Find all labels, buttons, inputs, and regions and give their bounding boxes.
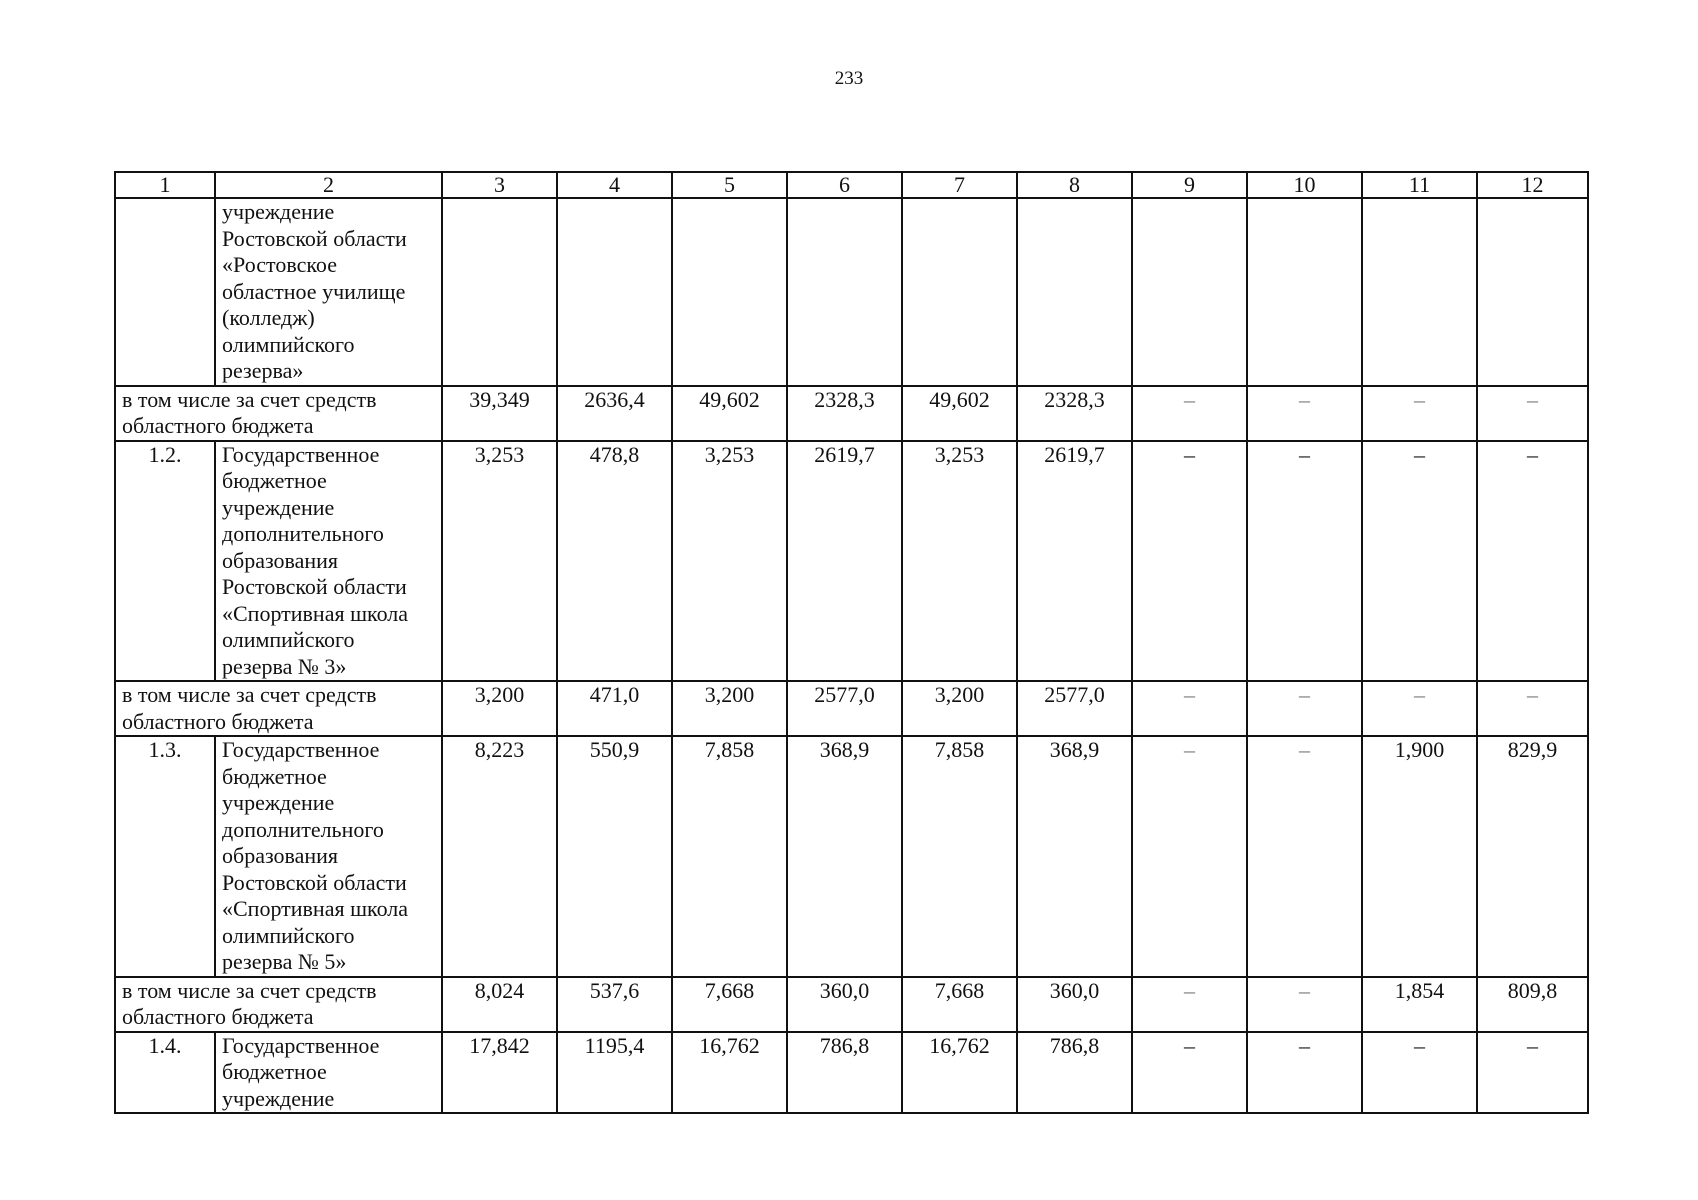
institution-name: учреждение Ростовской области «Ростовское областное училище (колледж) олимпийского резерва»	[215, 198, 442, 386]
value-cell: –	[1362, 386, 1477, 441]
value-cell: –	[1247, 977, 1362, 1032]
value-cell: 368,9	[787, 736, 902, 977]
value-cell	[672, 198, 787, 386]
value-cell	[902, 198, 1017, 386]
header-cell: 9	[1132, 172, 1247, 198]
row-code	[115, 198, 215, 386]
value-cell	[1132, 198, 1247, 386]
value-cell: –	[1132, 441, 1247, 682]
value-cell	[1247, 198, 1362, 386]
table-row	[115, 386, 1588, 441]
value-cell: 2636,4	[557, 386, 672, 441]
value-cell: 7,668	[672, 977, 787, 1032]
value-cell: 1,854	[1362, 977, 1477, 1032]
value-cell: 3,200	[902, 681, 1017, 736]
value-cell: –	[1132, 1032, 1247, 1114]
header-cell: 6	[787, 172, 902, 198]
value-cell: 360,0	[1017, 977, 1132, 1032]
value-cell	[442, 198, 557, 386]
value-cell: 368,9	[1017, 736, 1132, 977]
institution-name: Государственное бюджетное учреждение дополнительного образования Ростовской области «Спортивная школа олимпийского резерва № 5»	[215, 736, 442, 977]
value-cell: –	[1247, 386, 1362, 441]
value-cell	[1362, 198, 1477, 386]
header-cell: 8	[1017, 172, 1132, 198]
page-number: 233	[834, 68, 864, 89]
value-cell: –	[1132, 736, 1247, 977]
value-cell: –	[1247, 1032, 1362, 1114]
value-cell: –	[1477, 441, 1588, 682]
table-row	[115, 1032, 1588, 1114]
value-cell: 471,0	[557, 681, 672, 736]
header-cell: 5	[672, 172, 787, 198]
value-cell: 17,842	[442, 1032, 557, 1114]
value-cell: –	[1247, 441, 1362, 682]
value-cell	[557, 198, 672, 386]
value-cell: 3,253	[672, 441, 787, 682]
value-cell: –	[1477, 681, 1588, 736]
value-cell: 8,223	[442, 736, 557, 977]
value-cell: 16,762	[672, 1032, 787, 1114]
table-row	[115, 441, 1588, 682]
value-cell: –	[1362, 1032, 1477, 1114]
row-code: 1.3.	[115, 736, 215, 977]
header-cell: 10	[1247, 172, 1362, 198]
header-cell: 7	[902, 172, 1017, 198]
value-cell: 786,8	[1017, 1032, 1132, 1114]
institution-name: Государственное бюджетное учреждение дополнительного образования Ростовской области «Спортивная школа олимпийского резерва № 3»	[215, 441, 442, 682]
header-cell: 2	[215, 172, 442, 198]
value-cell: 49,602	[902, 386, 1017, 441]
value-cell: 809,8	[1477, 977, 1588, 1032]
budget-table	[114, 171, 1589, 1114]
table-body	[115, 172, 1588, 1113]
value-cell: 3,253	[442, 441, 557, 682]
value-cell: –	[1362, 681, 1477, 736]
value-cell: –	[1247, 736, 1362, 977]
value-cell: 2577,0	[787, 681, 902, 736]
header-cell: 12	[1477, 172, 1588, 198]
table-row	[115, 736, 1588, 977]
value-cell	[787, 198, 902, 386]
value-cell: 2328,3	[1017, 386, 1132, 441]
value-cell: 49,602	[672, 386, 787, 441]
header-cell: 3	[442, 172, 557, 198]
table-row	[115, 198, 1588, 386]
subtotal-label: в том числе за счет средств областного бюджета	[115, 681, 442, 736]
value-cell: 7,858	[672, 736, 787, 977]
header-cell: 1	[115, 172, 215, 198]
value-cell: 2619,7	[1017, 441, 1132, 682]
row-code: 1.2.	[115, 441, 215, 682]
value-cell: –	[1132, 977, 1247, 1032]
header-cell: 11	[1362, 172, 1477, 198]
header-row	[115, 172, 1588, 198]
value-cell: 360,0	[787, 977, 902, 1032]
value-cell: 7,858	[902, 736, 1017, 977]
value-cell: –	[1132, 386, 1247, 441]
value-cell: –	[1477, 1032, 1588, 1114]
institution-name: Государственное бюджетное учреждение	[215, 1032, 442, 1114]
value-cell: 786,8	[787, 1032, 902, 1114]
value-cell: 3,200	[442, 681, 557, 736]
table-row	[115, 977, 1588, 1032]
value-cell: 2619,7	[787, 441, 902, 682]
value-cell: 829,9	[1477, 736, 1588, 977]
value-cell: 16,762	[902, 1032, 1017, 1114]
value-cell: 1,900	[1362, 736, 1477, 977]
value-cell: 3,200	[672, 681, 787, 736]
row-code: 1.4.	[115, 1032, 215, 1114]
value-cell: 1195,4	[557, 1032, 672, 1114]
value-cell: 8,024	[442, 977, 557, 1032]
subtotal-label: в том числе за счет средств областного бюджета	[115, 977, 442, 1032]
header-cell: 4	[557, 172, 672, 198]
value-cell: 2577,0	[1017, 681, 1132, 736]
value-cell: 2328,3	[787, 386, 902, 441]
table-row	[115, 681, 1588, 736]
value-cell: 39,349	[442, 386, 557, 441]
value-cell: –	[1247, 681, 1362, 736]
value-cell: 537,6	[557, 977, 672, 1032]
value-cell: 550,9	[557, 736, 672, 977]
value-cell: 3,253	[902, 441, 1017, 682]
value-cell: 478,8	[557, 441, 672, 682]
value-cell: –	[1477, 386, 1588, 441]
value-cell: 7,668	[902, 977, 1017, 1032]
value-cell: –	[1132, 681, 1247, 736]
value-cell	[1477, 198, 1588, 386]
value-cell: –	[1362, 441, 1477, 682]
value-cell	[1017, 198, 1132, 386]
subtotal-label: в том числе за счет средств областного бюджета	[115, 386, 442, 441]
